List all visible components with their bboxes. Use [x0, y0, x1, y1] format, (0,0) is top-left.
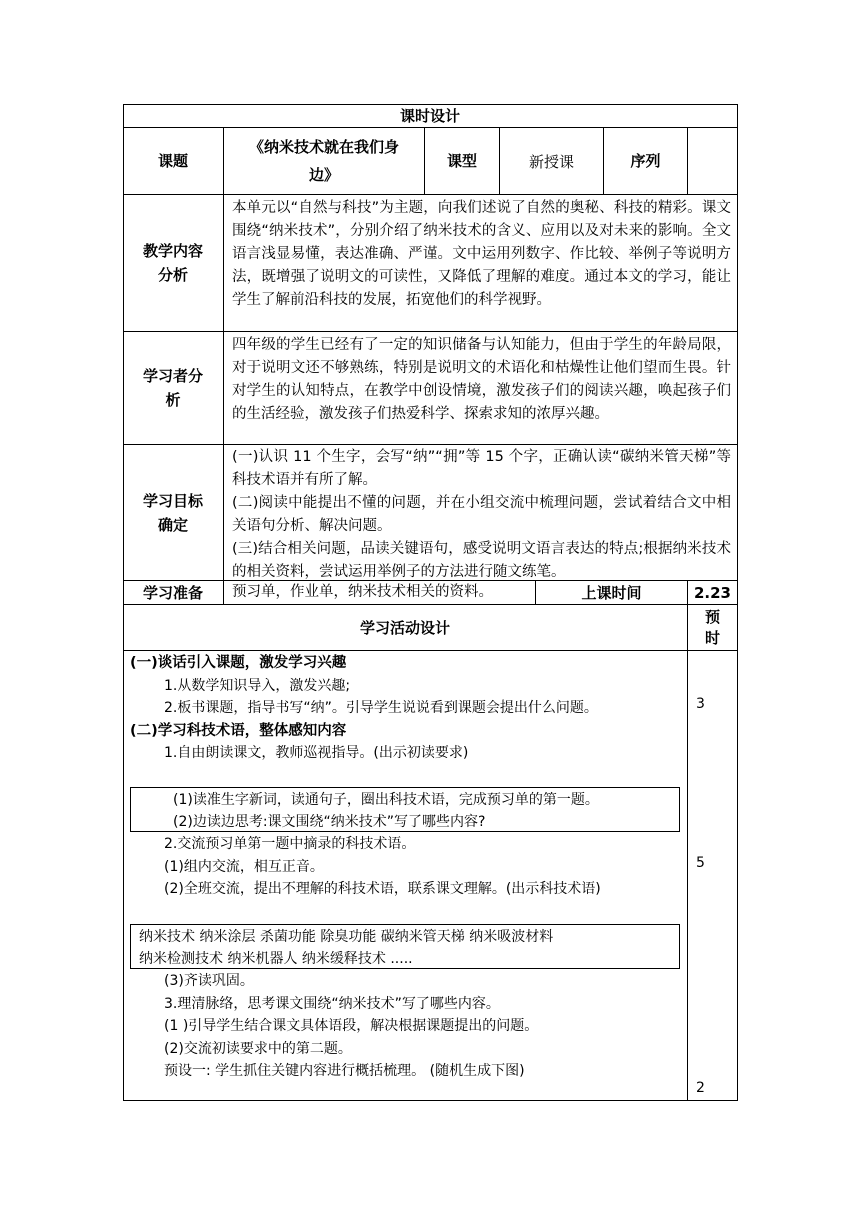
goal-item: (三)结合相关问题，品读关键语句，感受说明文语言表达的特点;根据纳米技术的相关资料，尝试运用举例子的方法进行随文练笔。	[232, 541, 731, 580]
learner-analysis-text: 四年级的学生已经有了一定的知识储备与认知能力，但由于学生的年龄局限，对于说明文还不够熟练，特别是说明文的术语化和枯燥性让他们望而生畏。针对学生的认知特点，在教学中创设情境，激发孩子们的阅读兴趣，唤起孩子们的生活经验，激发孩子们热爱科学、探索求知的浓厚兴趣。	[224, 332, 738, 445]
topic-value: 《纳米技术就在我们身 边》	[224, 128, 425, 195]
goals-text	[224, 445, 738, 581]
topic-label: 课题	[123, 128, 224, 195]
table-title	[123, 104, 738, 128]
tech-terms-box	[130, 924, 680, 969]
learner-analysis-label: 学习者分 析	[123, 332, 224, 445]
terms-line: 纳米检测技术 纳米机器人 纳米缓释技术 .....	[139, 951, 413, 967]
activity-content-3: (3)齐读巩固。 3.理清脉络，思考课文围绕“纳米技术”写了哪些内容。 (1 )引导学生结合课文具体语段，解决根据课题提出的问题。 (2)交流初读要求中的第二题。 预设一: 学生抓住关键内容进行概括梳理。 (随机生成下图)	[164, 973, 539, 1079]
activity-content-2: 2.交流预习单第一题中摘录的科技术语。 (1)组内交流，相互正音。 (2)全班交流，提出不理解的科技术语，联系课文理解。(出示科技术语)	[164, 836, 601, 897]
reading-requirements-box	[130, 787, 680, 832]
type-value: 新授课	[500, 128, 604, 195]
section-1-item: 1.从数学知识导入，激发兴趣;	[164, 677, 351, 694]
time-column	[688, 651, 738, 1101]
prep-label: 学习准备	[123, 581, 224, 605]
activity-design-title: 学习活动设计	[123, 605, 688, 651]
prep-value: 预习单，作业单，纳米技术相关的资料。	[224, 581, 536, 605]
time-value: 5	[696, 855, 705, 871]
terms-line: 纳米技术 纳米涂层 杀菌功能 除臭功能 碳纳米管天梯 纳米吸波材料	[139, 929, 554, 945]
table-title-text: 课时设计	[399, 107, 460, 125]
section-2-item: 1.自由朗读课文，教师巡视指导。(出示初读要求)	[164, 745, 469, 761]
time-column-header: 预 时	[688, 605, 738, 651]
class-time-label: 上课时间	[536, 581, 688, 605]
content-analysis-label: 教学内容 分析	[123, 195, 224, 332]
goal-item: (二)阅读中能提出不懂的问题，并在小组交流中梳理问题，尝试着结合文中相关语句分析、解决问题。	[232, 495, 731, 534]
goals-label: 学习目标 确定	[123, 445, 224, 581]
time-value: 2	[696, 1080, 705, 1096]
section-1-title: (一)谈话引入课题，激发学习兴趣	[130, 655, 347, 671]
sequence-label: 序列	[604, 128, 688, 195]
class-time-value: 2.23	[688, 581, 738, 605]
activity-content	[130, 652, 682, 765]
requirement-line: (1)读准生字新词，读通句子，圈出科技术语，完成预习单的第一题。	[173, 792, 599, 808]
type-label: 课型	[425, 128, 500, 195]
goal-item: (一)认识 11 个生字，会写“纳”“拥”等 15 个字，正确认读“碳纳米管天梯”等科技术语并有所了解。	[232, 449, 731, 488]
section-2-title: (二)学习科技术语，整体感知内容	[130, 722, 347, 739]
sequence-value	[688, 128, 738, 195]
time-value: 3	[696, 696, 705, 712]
content-analysis-text: 本单元以“自然与科技”为主题，向我们述说了自然的奥秘、科技的精彩。课文围绕“纳米技术”，分别介绍了纳米技术的含义、应用以及对未来的影响。全文语言浅显易懂，表达准确、严谨。文中运用列数字、作比较、举例子等说明方法，既增强了说明文的可读性，又降低了理解的难度。通过本文的学习，能让学生了解前沿科技的发展，拓宽他们的科学视野。	[224, 195, 738, 332]
requirement-line: (2)边读边思考:课文围绕“纳米技术”写了哪些内容?	[173, 814, 486, 830]
section-1-item: 2.板书课题，指导书写“纳”。引导学生说说看到课题会提出什么问题。	[164, 700, 598, 716]
